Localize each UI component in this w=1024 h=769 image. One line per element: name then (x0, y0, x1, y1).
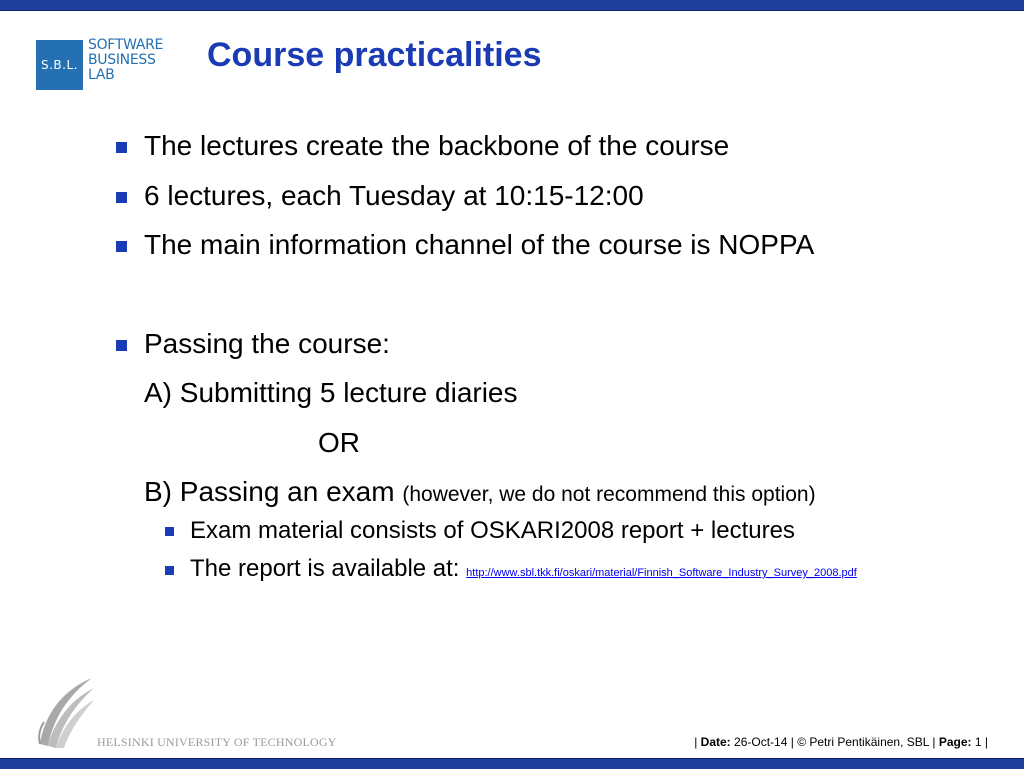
date-label: Date: (700, 735, 731, 749)
sbl-logo-wordmark (88, 38, 168, 83)
bullet-text: The lectures create the backbone of the course (144, 130, 730, 161)
option-b-line (144, 475, 816, 512)
university-name: HELSINKI UNIVERSITY OF TECHNOLOGY (97, 735, 337, 749)
logo-line: LAB (88, 67, 115, 83)
sub-bullet-text: The report is available at: (190, 555, 460, 582)
date-value: 26-Oct-14 (734, 735, 788, 749)
option-a-text: A) Submitting 5 lecture diaries (144, 377, 518, 408)
bullet-text: 6 lectures, each Tuesday at 10:15-12:00 (144, 180, 644, 211)
footer-separator: | (984, 735, 988, 749)
footer-info (694, 735, 988, 749)
bullet-text: Passing the course: (144, 328, 390, 359)
footer-separator: | (932, 735, 936, 749)
footer-separator: | (790, 735, 794, 749)
logo-line: SOFTWARE (88, 37, 164, 53)
page-label: Page: (938, 735, 972, 749)
university-logo-icon (36, 676, 96, 750)
bullet-marker (116, 192, 127, 203)
sub-bullet-marker (165, 527, 174, 536)
sbl-logo-box: S.B.L. (36, 40, 83, 90)
sub-bullet-text: Exam material consists of OSKARI2008 report + lectures (190, 517, 795, 544)
logo-line: BUSINESS (88, 52, 156, 68)
bottom-bar (0, 758, 1024, 769)
bullet-marker (116, 340, 127, 351)
top-bar (0, 0, 1024, 11)
page-number: 1 (974, 735, 982, 749)
option-b-text: B) Passing an exam (144, 476, 395, 507)
or-text: OR (318, 427, 360, 458)
sub-bullet-line (190, 554, 857, 588)
sbl-logo (36, 38, 166, 94)
option-b-note: (however, we do not recommend this option) (402, 483, 816, 506)
bullet-text: The main information channel of the course is NOPPA (144, 229, 815, 260)
report-link[interactable]: http://www.sbl.tkk.fi/oskari/material/Finnish_Software_Industry_Survey_2008.pdf (466, 567, 857, 579)
slide-title: Course practicalities (207, 36, 542, 74)
copyright: © Petri Pentikäinen, SBL (797, 735, 929, 749)
footer-separator: | (694, 735, 698, 749)
bullet-marker (116, 142, 127, 153)
bullet-marker (116, 241, 127, 252)
sub-bullet-marker (165, 566, 174, 575)
